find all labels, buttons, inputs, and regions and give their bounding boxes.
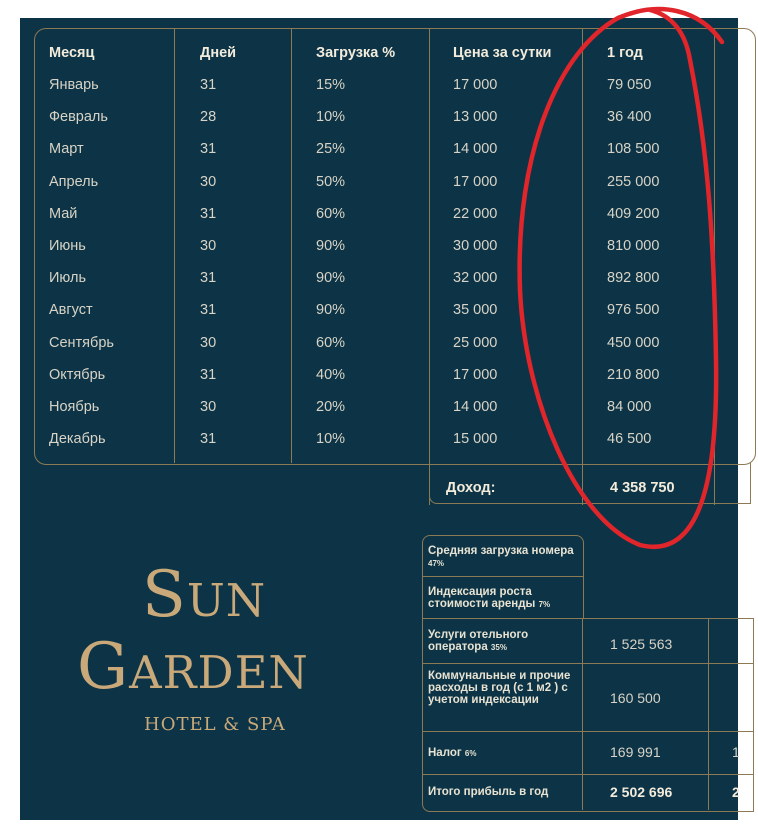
table-cell-month: Сентябрь: [49, 334, 114, 351]
table-cell-load: 90%: [316, 238, 346, 254]
table-cell-load: 90%: [316, 302, 346, 319]
tax-label: Налог 6%: [428, 747, 477, 759]
table-cell-price: 25 000: [453, 334, 498, 351]
index-label: Индексация роста стоимости аренды 7%: [428, 586, 551, 610]
profit-value-cut: 2: [732, 784, 740, 800]
column-divider: [714, 28, 715, 505]
table-cell-price: 14 000: [453, 399, 498, 415]
table-cell-price: 17 000: [453, 77, 498, 93]
table-cell-days: 30: [200, 399, 217, 415]
table-cell-load: 25%: [316, 141, 346, 158]
table-cell-year: 450 000: [607, 334, 660, 351]
table-cell-month: Апрель: [49, 173, 99, 190]
column-divider: [429, 28, 430, 505]
table-cell-year: 36 400: [607, 109, 652, 126]
table-cell-load: 10%: [316, 109, 346, 126]
table-cell-days: 31: [200, 270, 217, 287]
table-cell-month: Февраль: [49, 109, 108, 126]
table-cell-year: 108 500: [607, 141, 660, 158]
table-cell-year: 46 500: [607, 431, 652, 448]
table-cell-days: 30: [200, 334, 217, 351]
table-cell-load: 20%: [316, 399, 346, 415]
header-month: Месяц: [49, 45, 95, 61]
table-cell-year: 810 000: [607, 238, 660, 254]
column-divider: [174, 28, 175, 463]
table-cell-price: 17 000: [453, 366, 498, 383]
utilities-label: Коммунальные и прочие расходы в год (с 1 м2 ) с учетом индексации: [428, 670, 571, 706]
income-label: Доход:: [446, 480, 496, 496]
table-cell-month: Июль: [49, 270, 86, 287]
table-cell-days: 28: [200, 109, 217, 126]
table-cell-days: 30: [200, 238, 217, 254]
table-cell-month: Декабрь: [49, 431, 106, 448]
price-table-panel: [20, 18, 738, 820]
table-cell-price: 30 000: [453, 238, 498, 254]
table-cell-year: 84 000: [607, 399, 652, 415]
table-cell-days: 31: [200, 141, 217, 158]
table-cell-days: 31: [200, 77, 217, 93]
operator-label: Услуги отельного оператора 35%: [428, 629, 529, 653]
tax-value-cut: 1: [732, 744, 740, 760]
table-cell-year: 255 000: [607, 173, 660, 190]
table-cell-load: 60%: [316, 205, 346, 222]
logo-sun: Sun: [142, 558, 267, 632]
table-cell-load: 60%: [316, 334, 346, 351]
header-year: 1 год: [607, 45, 643, 61]
table-cell-days: 31: [200, 431, 217, 448]
summary-divider: [708, 618, 709, 810]
table-cell-days: 31: [200, 205, 217, 222]
table-cell-month: Октябрь: [49, 366, 106, 383]
operator-value: 1 525 563: [610, 636, 673, 652]
table-cell-price: 22 000: [453, 205, 498, 222]
table-cell-year: 976 500: [607, 302, 660, 319]
table-cell-load: 10%: [316, 431, 346, 448]
table-cell-month: Январь: [49, 77, 99, 93]
table-cell-year: 892 800: [607, 270, 660, 287]
utilities-value: 160 500: [610, 690, 661, 706]
column-divider: [582, 28, 583, 505]
table-cell-price: 14 000: [453, 141, 498, 158]
table-cell-month: Май: [49, 205, 78, 222]
table-cell-year: 210 800: [607, 366, 660, 383]
table-cell-month: Март: [49, 141, 84, 158]
summary-divider: [582, 618, 583, 810]
table-cell-load: 40%: [316, 366, 346, 383]
table-cell-price: 13 000: [453, 109, 498, 126]
table-cell-year: 79 050: [607, 77, 652, 93]
table-cell-days: 31: [200, 366, 217, 383]
table-cell-days: 30: [200, 173, 217, 190]
avg-load-label: Средняя загрузка номера 47%: [428, 545, 574, 568]
table-cell-load: 15%: [316, 77, 346, 93]
table-cell-month: Ноябрь: [49, 399, 100, 415]
table-cell-price: 32 000: [453, 270, 498, 287]
table-cell-price: 15 000: [453, 431, 498, 448]
profit-value: 2 502 696: [610, 784, 673, 800]
logo-hotel-spa: HOTEL & SPA: [144, 714, 286, 735]
header-days: Дней: [200, 45, 237, 61]
tax-value: 169 991: [610, 744, 661, 760]
table-cell-days: 31: [200, 302, 217, 319]
header-price: Цена за сутки: [453, 45, 552, 61]
income-value: 4 358 750: [610, 480, 675, 496]
header-load: Загрузка %: [316, 45, 396, 61]
logo-garden: Garden: [77, 630, 309, 704]
column-divider: [291, 28, 292, 463]
table-cell-month: Июнь: [49, 238, 86, 254]
table-cell-month: Август: [49, 302, 93, 319]
table-cell-year: 409 200: [607, 205, 660, 222]
profit-label: Итого прибыль в год: [428, 786, 549, 798]
table-cell-price: 17 000: [453, 173, 498, 190]
table-cell-price: 35 000: [453, 302, 498, 319]
table-cell-load: 90%: [316, 270, 346, 287]
table-cell-load: 50%: [316, 173, 346, 190]
